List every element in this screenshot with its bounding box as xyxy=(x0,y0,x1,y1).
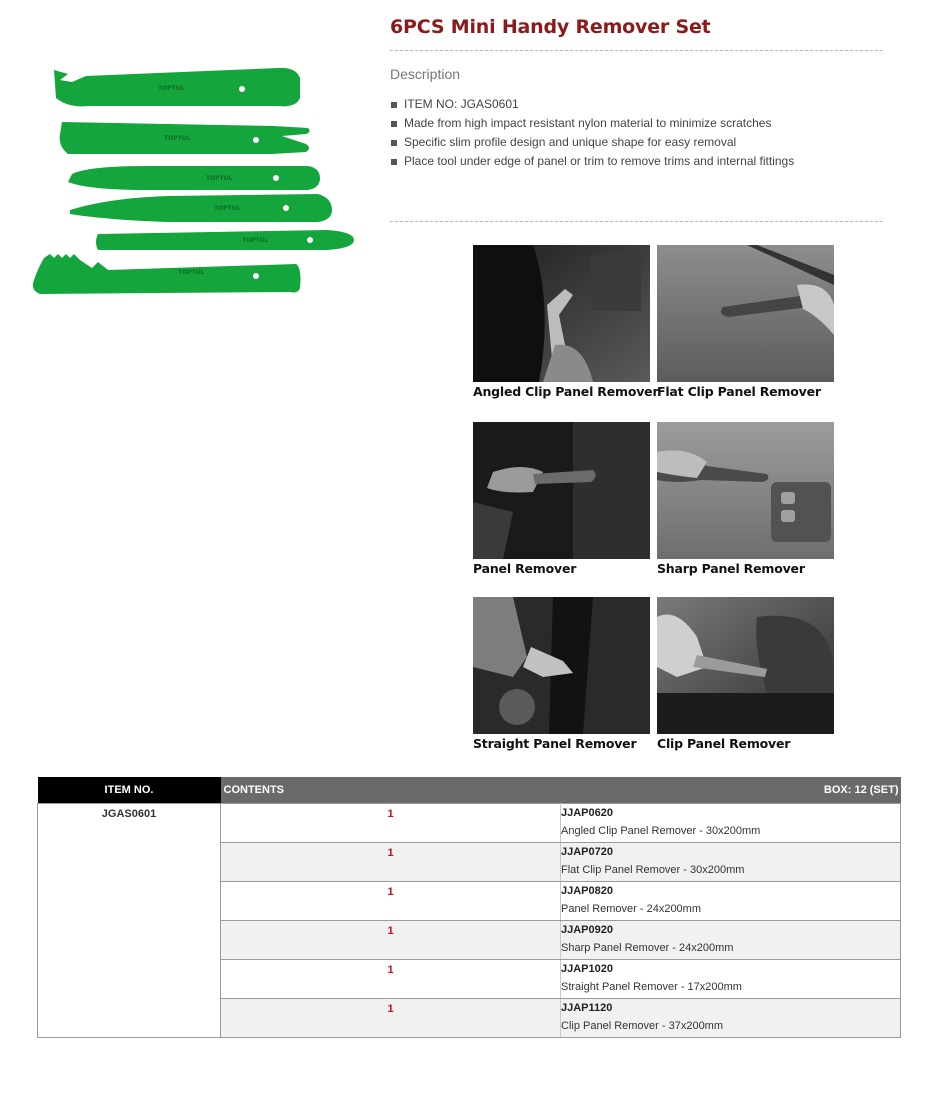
part-description: Panel Remover - 24x200mm xyxy=(561,902,702,915)
feature-text: Made from high impact resistant nylon material to minimize scratches xyxy=(404,116,772,130)
content-cell xyxy=(561,881,901,920)
panel-tool-illustration xyxy=(68,166,320,190)
svg-text:TOPTUL: TOPTUL xyxy=(158,85,185,92)
part-code: JJAP0920 xyxy=(561,923,613,936)
feature-text: Specific slim profile design and unique shape for easy removal xyxy=(404,135,737,149)
feature-list xyxy=(391,95,794,171)
square-bullet-icon xyxy=(391,140,397,146)
quantity-cell: 1 xyxy=(221,959,561,998)
content-cell xyxy=(561,959,901,998)
usage-photo xyxy=(473,245,650,382)
usage-photo xyxy=(657,422,834,559)
usage-photo xyxy=(657,597,834,734)
square-bullet-icon xyxy=(391,102,397,108)
feature-item xyxy=(391,114,794,133)
table-row xyxy=(38,803,901,842)
part-code: JJAP0720 xyxy=(561,845,613,858)
usage-tile-flat-clip xyxy=(657,245,834,399)
divider xyxy=(390,50,883,51)
square-bullet-icon xyxy=(391,159,397,165)
header-box-qty: BOX: 12 (SET) xyxy=(823,783,899,796)
usage-tile-sharp-panel xyxy=(657,422,834,576)
feature-item xyxy=(391,133,794,152)
part-description: Clip Panel Remover - 37x200mm xyxy=(561,1019,724,1032)
part-description: Flat Clip Panel Remover - 30x200mm xyxy=(561,863,745,876)
quantity-cell: 1 xyxy=(221,881,561,920)
part-code: JJAP0820 xyxy=(561,884,613,897)
item-number-cell: JGAS0601 xyxy=(38,803,221,1037)
feature-item xyxy=(391,95,794,114)
usage-tile-straight-panel xyxy=(473,597,650,751)
product-image xyxy=(28,58,360,302)
content-cell xyxy=(561,842,901,881)
part-description: Angled Clip Panel Remover - 30x200mm xyxy=(561,824,761,837)
contents-table xyxy=(37,777,901,1038)
usage-tile-angled-clip xyxy=(473,245,659,399)
part-code: JJAP0620 xyxy=(561,806,613,819)
quantity-cell: 1 xyxy=(221,842,561,881)
content-cell xyxy=(561,998,901,1037)
header-contents-label: CONTENTS xyxy=(223,783,284,796)
divider xyxy=(390,221,883,222)
square-bullet-icon xyxy=(391,121,397,127)
usage-tile-panel xyxy=(473,422,650,576)
svg-text:TOPTUL: TOPTUL xyxy=(206,175,233,182)
svg-text:TOPTUL: TOPTUL xyxy=(164,135,191,142)
usage-caption: Clip Panel Remover xyxy=(657,736,791,751)
usage-tile-clip-panel xyxy=(657,597,834,751)
straight-panel-tool-illustration xyxy=(96,230,354,250)
content-cell xyxy=(561,920,901,959)
sharp-panel-tool-illustration xyxy=(70,194,332,222)
feature-text: ITEM NO: JGAS0601 xyxy=(404,97,519,111)
usage-photo xyxy=(473,422,650,559)
part-code: JJAP1120 xyxy=(561,1001,613,1014)
usage-caption: Angled Clip Panel Remover xyxy=(473,384,659,399)
usage-caption: Panel Remover xyxy=(473,561,577,576)
usage-photo xyxy=(657,245,834,382)
header-item-no: ITEM NO. xyxy=(38,777,221,803)
svg-text:TOPTUL: TOPTUL xyxy=(178,269,205,276)
svg-text:TOPTUL: TOPTUL xyxy=(242,237,269,244)
usage-photo-grid xyxy=(473,245,835,755)
part-description: Straight Panel Remover - 17x200mm xyxy=(561,980,742,993)
quantity-cell: 1 xyxy=(221,920,561,959)
feature-text: Place tool under edge of panel or trim to remove trims and internal fittings xyxy=(404,154,795,168)
header-contents xyxy=(221,777,901,803)
content-cell xyxy=(561,803,901,842)
usage-caption: Sharp Panel Remover xyxy=(657,561,805,576)
feature-item xyxy=(391,152,794,171)
description-heading: Description xyxy=(390,66,461,82)
usage-caption: Straight Panel Remover xyxy=(473,736,637,751)
quantity-cell: 1 xyxy=(221,998,561,1037)
usage-caption: Flat Clip Panel Remover xyxy=(657,384,821,399)
product-title: 6PCS Mini Handy Remover Set xyxy=(390,16,711,38)
quantity-cell: 1 xyxy=(221,803,561,842)
clip-panel-tool-illustration xyxy=(33,254,301,294)
part-description: Sharp Panel Remover - 24x200mm xyxy=(561,941,734,954)
usage-photo xyxy=(473,597,650,734)
table-header-row xyxy=(38,777,901,803)
part-code: JJAP1020 xyxy=(561,962,613,975)
svg-text:TOPTUL: TOPTUL xyxy=(214,205,241,212)
